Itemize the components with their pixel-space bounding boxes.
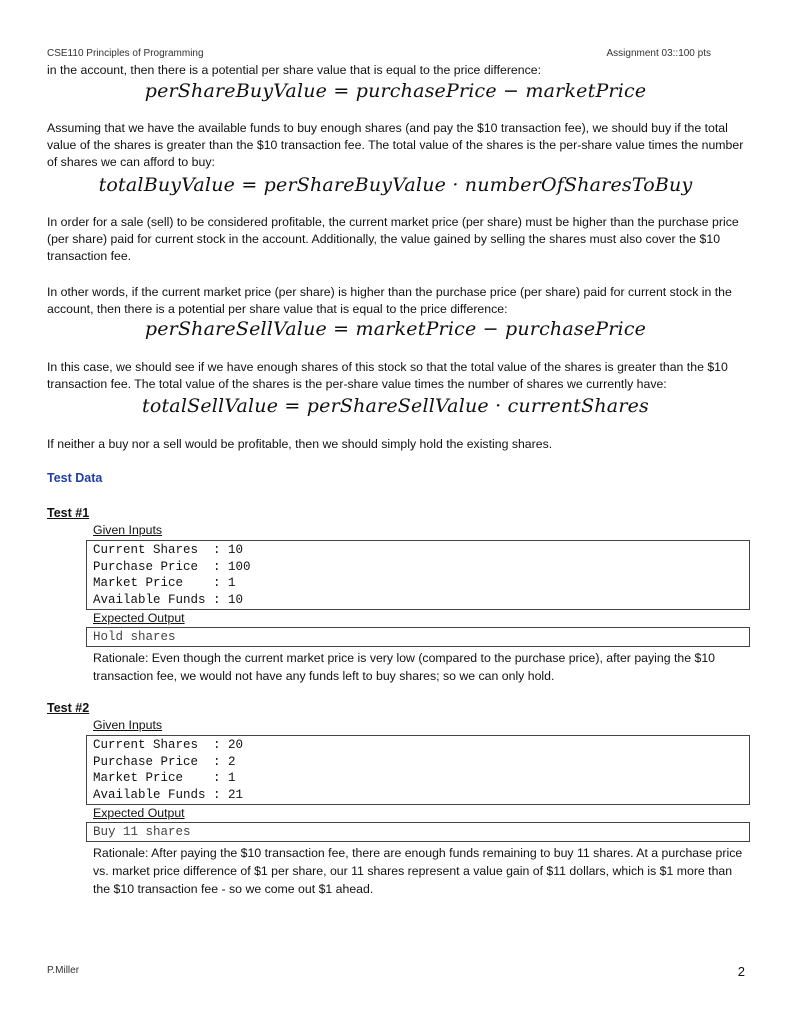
test-1-input-purchase-price: Purchase Price : 100	[93, 559, 251, 574]
paragraph-sell-difference: In other words, if the current market price (per share) is higher than the purchase price (per share) paid for current stock in the account, then there is a potential per share value that is equal to the price difference:	[47, 285, 732, 316]
footer-page-number: 2	[737, 964, 745, 979]
paragraph-hold: If neither a buy nor a sell would be profitable, then we should simply hold the existing shares.	[47, 437, 553, 451]
paragraph-sell-total: In this case, we should see if we have enough shares of this stock so that the total value of the shares is greater than the $10 transaction fee. The total value of the shares is the per-share value times the number of shares we currently have:	[47, 360, 728, 391]
test-2-output-box: Buy 11 shares	[86, 822, 750, 842]
test-2-input-current-shares: Current Shares : 20	[93, 738, 244, 752]
test-2-input-market-price: Market Price : 1	[93, 771, 236, 786]
equation-per-share-buy-value: perShareBuyValue = purchasePrice − marketPrice	[144, 80, 647, 102]
equation-per-share-sell-value: perShareSellValue = marketPrice − purchasePrice	[144, 318, 647, 340]
test-2-inputs-box	[86, 735, 750, 805]
header-assignment: Assignment 03::100 pts	[606, 48, 711, 59]
equation-total-sell-value: totalSellValue = perShareSellValue · currentShares	[142, 395, 649, 417]
test-data-heading: Test Data	[47, 471, 103, 485]
paragraph-sell-condition: In order for a sale (sell) to be considered profitable, the current market price (per share) must be higher than the purchase price (per share) paid for current stock in the account. Additionally, the value gained by selling the shares must also cover the $10 transaction fee.	[47, 215, 739, 263]
test-1-output-box: Hold shares	[86, 627, 750, 647]
paragraph-buy-condition: Assuming that we have the available funds to buy enough shares (and pay the $10 transaction fee), we should buy if the total value of the shares is greater than the $10 transaction fee. The total value of the shares is the per-share value times the number of shares we can afford to buy:	[47, 121, 744, 169]
test-1-input-available-funds: Available Funds : 10	[93, 592, 244, 607]
equation-total-buy-value: totalBuyValue = perShareBuyValue · numberOfSharesToBuy	[98, 174, 693, 196]
test-2-expected-label: Expected Output	[93, 806, 185, 820]
header-course: CSE110 Principles of Programming	[47, 48, 204, 59]
test-1-title: Test #1	[47, 506, 90, 520]
test-1-expected-label: Expected Output	[93, 611, 185, 625]
test-2-input-purchase-price: Purchase Price : 2	[93, 754, 236, 769]
test-1-input-market-price: Market Price : 1	[93, 576, 236, 591]
test-2-input-available-funds: Available Funds : 21	[93, 787, 244, 802]
test-1-given-label: Given Inputs	[93, 523, 163, 537]
test-2-given-label: Given Inputs	[93, 718, 163, 732]
test-2-rationale: Rationale: After paying the $10 transaction fee, there are enough funds remaining to buy 11 shares. At a purchase price vs. market price difference of $1 per share, our 11 shares represent a value gain of $11 dollars, which is $1 more than the $10 transaction fee - so we come out $1 ahead.	[93, 846, 743, 896]
test-1-rationale: Rationale: Even though the current market price is very low (compared to the purchase price), after paying the $10 transaction fee, we would not have any funds left to buy shares; so we can only hold.	[93, 651, 716, 683]
test-1-inputs-box	[86, 540, 750, 610]
footer-author: P.Miller	[47, 965, 80, 976]
test-1-input-current-shares: Current Shares : 10	[93, 543, 244, 557]
paragraph-intro: in the account, then there is a potential per share value that is equal to the price difference:	[47, 63, 542, 77]
test-2-title: Test #2	[47, 701, 90, 715]
